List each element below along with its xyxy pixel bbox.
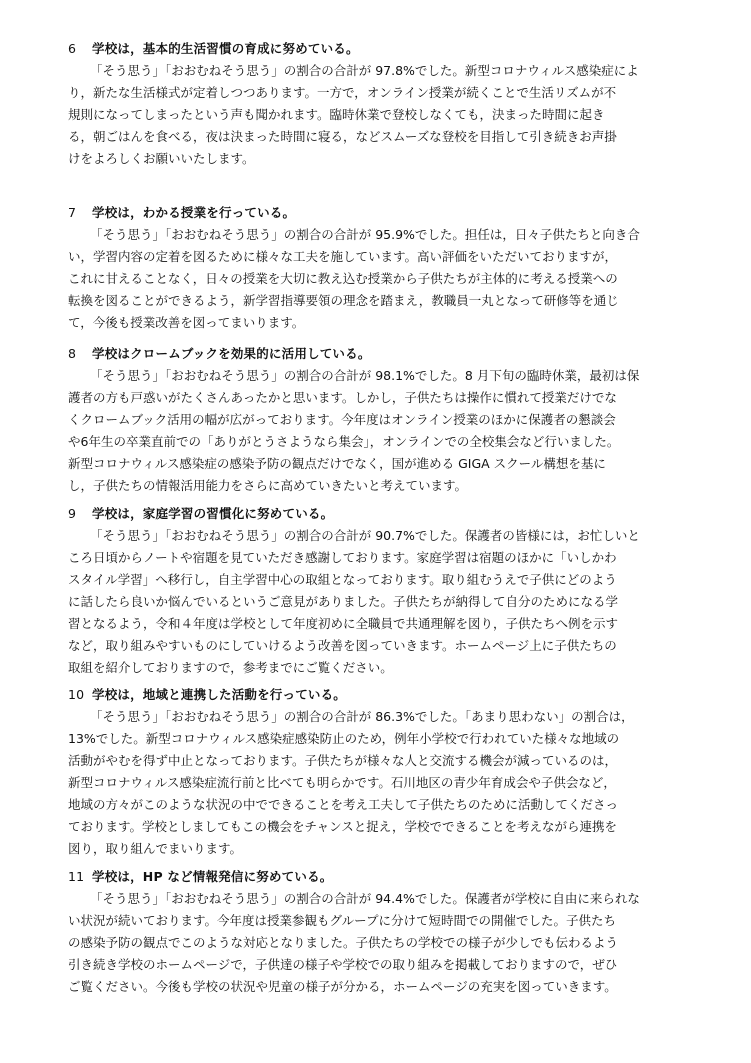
- section-heading: [68, 503, 693, 525]
- body-line: ご覧ください。今後も学校の状況や児童の様子が分かる，ホームページの充実を図っていきます。: [68, 979, 617, 994]
- body-line: 規則になってしまったという声も聞かれます。臨時休業で登校しなくても，決まった時間に起き: [68, 107, 605, 122]
- section-number: 8: [68, 346, 77, 361]
- body-line: ております。学校としましてもこの機会をチャンスと捉え，学校でできることを考えながら連携を: [68, 819, 618, 834]
- body-line: 「そう思う」「おおむねそう思う」の割合の合計が 97.8%でした。新型コロナウィルス感染症によ: [90, 63, 639, 78]
- body-line: 13%でした。新型コロナウィルス感染症感染防止のため，例年小学校で行われていた様々な地域の: [68, 731, 620, 746]
- section-number: 11: [68, 869, 85, 884]
- body-line: これに甘えることなく，日々の授業を大切に教え込む授業から子供たちが主体的に考える授業への: [68, 271, 618, 286]
- body-line: 転換を図ることができるよう，新学習指導要領の理念を踏まえ，教職員一丸となって研修等を通じ: [68, 293, 619, 308]
- body-line: ころ日頃からノートや宿題を見ていただき感謝しております。家庭学習は宿題のほかに「いしかわ: [68, 550, 617, 565]
- body-line: 護者の方も戸惑いがたくさんあったかと思います。しかし，子供たちは操作に慣れて授業だけでな: [68, 390, 617, 405]
- body-line: に話したら良いか悩んでいるというご意見がありました。子供たちが納得して自分のためになる学: [68, 594, 619, 609]
- section-heading: [68, 684, 693, 706]
- body-line: 引き続き学校のホームページで，子供達の様子や学校での取り組みを掲載しておりますので，ぜひ: [68, 957, 618, 972]
- section-10: [68, 684, 693, 860]
- section-title: 学校は，基本的生活習慣の育成に努めている。: [92, 41, 359, 56]
- section-number: 6: [68, 41, 77, 56]
- section-heading: [68, 343, 693, 365]
- body-line: 図り，取り組んでまいります。: [68, 841, 243, 856]
- section-7: [68, 202, 693, 334]
- section-number: 9: [68, 506, 77, 521]
- body-line: の感染予防の観点でこのような対応となりました。子供たちの学校での様子が少しでも伝わるよう: [68, 935, 619, 950]
- body-line: る，朝ごはんを食べる，夜は決まった時間に寝る，などスムーズな登校を目指して引き続きお声掛: [68, 129, 617, 144]
- section-heading: [68, 202, 693, 224]
- body-line: い状況が続いております。今年度は授業参観もグループに分けて短時間での開催でした。子供たち: [68, 913, 617, 928]
- section-8: [68, 343, 693, 497]
- section-number: 10: [68, 687, 85, 702]
- body-line: けをよろしくお願いいたします。: [68, 151, 255, 166]
- body-line: り，新たな生活様式が定着しつつあります。一方で，オンライン授業が続くことで生活リズムが不: [68, 85, 617, 100]
- section-heading: [68, 38, 693, 60]
- section-11: [68, 866, 693, 998]
- body-line: い，学習内容の定着を図るために様々な工夫を施しています。高い評価をいただいておりますが，: [68, 249, 618, 264]
- section-number: 7: [68, 205, 77, 220]
- body-line: 「そう思う」「おおむねそう思う」の割合の合計が 98.1%でした。8 月下旬の臨時休業，最初は保: [90, 368, 640, 383]
- body-line: 「そう思う」「おおむねそう思う」の割合の合計が 95.9%でした。担任は，日々子供たちと向き合: [90, 227, 640, 242]
- body-line: し，子供たちの情報活用能力をさらに高めていきたいと考えています。: [68, 478, 468, 493]
- section-6: [68, 38, 693, 170]
- body-line: 「そう思う」「おおむねそう思う」の割合の合計が 90.7%でした。保護者の皆様には，お忙しいと: [90, 528, 640, 543]
- section-title: 学校は，わかる授業を行っている。: [92, 205, 296, 220]
- body-line: 取組を紹介しておりますので，参考までにご覧ください。: [68, 660, 393, 675]
- body-line: 「そう思う」「おおむねそう思う」の割合の合計が 86.3%でした。「あまり思わない」の割合は，: [90, 709, 634, 724]
- body-line: など，取り組みやすいものにしていけるよう改善を図っていきます。ホームページ上に子供たちの: [68, 638, 617, 653]
- body-line: 習となるよう，令和４年度は学校として年度初めに全職員で共通理解を図り，子供たちへ例を示す: [68, 616, 619, 631]
- body-line: や6年生の卒業直前での「ありがとうさようなら集会」，オンラインでの全校集会など行いました。: [68, 434, 620, 449]
- section-title: 学校は，家庭学習の習慣化に努めている。: [92, 506, 334, 521]
- body-line: スタイル学習」へ移行し，自主学習中心の取組となっております。取り組むうえで子供にどのよう: [68, 572, 617, 587]
- section-9: [68, 503, 693, 679]
- body-line: 地域の方々がこのような状況の中でできることを考え工夫して子供たちのために活動してくださっ: [68, 797, 619, 812]
- body-line: 新型コロナウィルス感染症の感染予防の観点だけでなく，国が進める GIGA スクール構想を基に: [68, 456, 606, 471]
- body-line: 活動がやむを得ず中止となっております。子供たちが様々な人と交流する機会が減っているのは，: [68, 753, 618, 768]
- body-line: て，今後も授業改善を図ってまいります。: [68, 315, 305, 330]
- body-line: 「そう思う」「おおむねそう思う」の割合の合計が 94.4%でした。保護者が学校に自由に来られな: [90, 891, 640, 906]
- section-title: 学校は，地域と連携した活動を行っている。: [92, 687, 347, 702]
- body-line: 新型コロナウィルス感染症流行前と比べても明らかです。石川地区の青少年育成会や子供会など，: [68, 775, 616, 790]
- section-title: 学校は，HP など情報発信に努めている。: [92, 869, 333, 884]
- section-title: 学校はクロームブックを効果的に活用している。: [92, 346, 371, 361]
- section-heading: [68, 866, 693, 888]
- body-line: くクロームブック活用の幅が広がっております。今年度はオンライン授業のほかに保護者の懇談会: [68, 412, 616, 427]
